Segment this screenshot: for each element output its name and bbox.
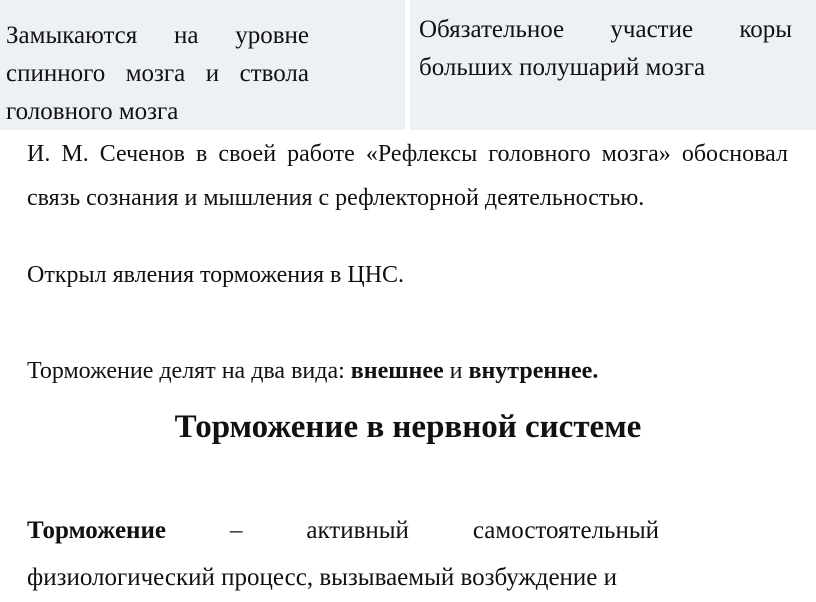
type-external: внешнее bbox=[350, 358, 444, 384]
inhibition-types-paragraph bbox=[27, 349, 598, 393]
table-cell-right: Обязательное участие коры больших полушарий мозга bbox=[410, 0, 816, 130]
inhibition-discovery-paragraph: Открыл явления торможения в ЦНС. bbox=[27, 262, 405, 288]
comparison-table-row bbox=[0, 0, 816, 130]
section-heading: Торможение в нервной системе bbox=[174, 409, 642, 445]
type-internal: внутреннее. bbox=[468, 358, 599, 384]
definition-line-1 bbox=[27, 509, 659, 553]
definition-term: Торможение bbox=[27, 517, 166, 544]
definition-line-2: физиологический процесс, вызываемый возбуждение и bbox=[27, 564, 618, 591]
types-prefix: Торможение делят на два вида: bbox=[27, 358, 351, 384]
sechenov-paragraph: И. М. Сеченов в своей работе «Рефлексы головного мозга» обосновал связь сознания и мышления с рефлекторной деятельностью. bbox=[27, 141, 788, 211]
definition-line-1-rest: – активный самостоятельный bbox=[165, 517, 659, 544]
types-conjunction: и bbox=[443, 358, 469, 384]
table-cell-left: Замыкаются на уровне спинного мозга и ствола головного мозга bbox=[0, 0, 405, 130]
